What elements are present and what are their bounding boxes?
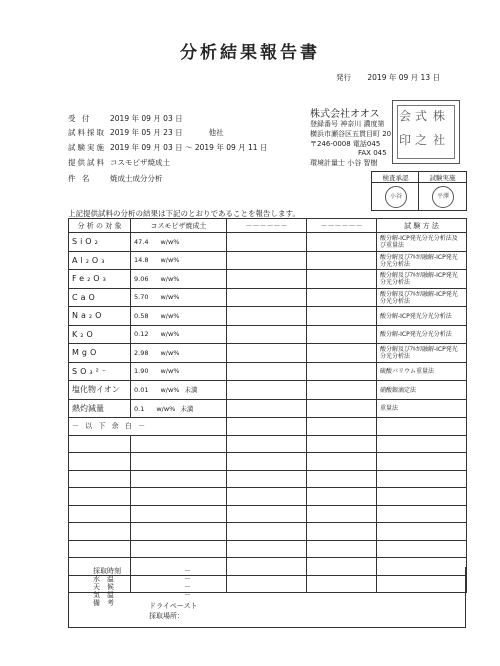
measurer: 環境計量士 小谷 智樹 xyxy=(310,159,378,167)
meta-test-period: 試験実施 2019 年 09 月 03 日 〜 2019 年 09 月 11 日 xyxy=(68,143,268,152)
sampling-values: － － － － xyxy=(184,567,191,599)
seal-glyph: 会 xyxy=(399,109,412,123)
table-row-empty xyxy=(69,435,467,453)
approval-label: 検査承認 xyxy=(382,174,409,182)
header-blank-1: －－－－－－ xyxy=(227,219,307,233)
test-label: 試験実施 xyxy=(429,174,456,182)
remark-sample: ドライペースト xyxy=(149,602,198,610)
company-seal xyxy=(392,100,460,164)
table-row: Fe₂O₃ 9.06 w/w% 酸分解及びｱﾙｶﾘ融解-ICP発光分光分析法 xyxy=(69,270,467,289)
table-row: Na₂O 0.58 w/w% 酸分解-ICP発光分光分析法 xyxy=(69,307,467,326)
issue-label: 発行 xyxy=(336,73,351,82)
table-row: SO₃²⁻ 1.90 w/w% 硫酸バリウム重量法 xyxy=(69,362,467,381)
meta-subject: 件 名 焼成土成分分析 xyxy=(68,174,163,183)
seal-glyph: 式 xyxy=(415,109,428,123)
table-row-empty xyxy=(69,540,467,558)
header-method: 試 験 方 法 xyxy=(377,219,467,233)
table-row-empty xyxy=(69,505,467,523)
issue-value: 2019 年 09 月 13 日 xyxy=(367,73,440,82)
company-name: 株式会社オオス xyxy=(310,109,380,120)
sampling-labels: 採取時刻 水 温 天 候 気 温 備 考 xyxy=(93,567,121,607)
meta-sample: 提供試料 コスモピザ焼成土 xyxy=(68,158,170,167)
header-sample: コスモピザ焼成土 xyxy=(131,219,227,233)
intro-text: 上記提供試料の分析の結果は下記のとおりであることを報告します。 xyxy=(68,209,300,218)
issue-date xyxy=(336,72,440,83)
tester-stamp: 平澤 xyxy=(432,186,454,208)
company-phone: 〒246-0008 電話045 xyxy=(310,140,381,148)
page-title: 分析結果報告書 xyxy=(180,43,320,63)
results-table xyxy=(68,218,467,593)
table-row-empty xyxy=(69,470,467,488)
table-row-end-marker: － 以 下 余 白 － xyxy=(69,418,467,436)
table-header-row xyxy=(69,219,467,233)
table-row-empty xyxy=(69,523,467,541)
meta-sampling: 試料採取 2019 年 05 月 23 日 他社 xyxy=(68,128,224,137)
remark-location: 採取場所： xyxy=(149,612,184,620)
seal-glyph: 社 xyxy=(433,133,446,147)
table-row: CaO 5.70 w/w% 酸分解及びｱﾙｶﾘ融解-ICP発光分光分析法 xyxy=(69,288,467,307)
seal-glyph: 印 xyxy=(399,133,412,147)
table-row: MgO 2.98 w/w% 酸分解及びｱﾙｶﾘ融解-ICP発光分光分析法 xyxy=(69,344,467,363)
table-row: SiO₂ 47.4 w/w% 酸分解-ICP発光分光分析法及び重量法 xyxy=(69,233,467,252)
header-item: 分 析 の 対 象 xyxy=(69,219,131,233)
meta-received: 受 付 2019 年 09 月 03 日 xyxy=(68,114,183,123)
approver-stamp: 小谷 xyxy=(385,186,407,208)
table-row-empty xyxy=(69,453,467,471)
seal-glyph: 株 xyxy=(433,109,446,123)
header-blank-2: －－－－－－ xyxy=(307,219,377,233)
sampling-info xyxy=(68,567,466,628)
company-registration: 登録番号 神奈川 濃度第 xyxy=(310,120,385,128)
company-fax: FAX 045 xyxy=(358,149,387,157)
company-address: 横浜市瀬谷区五貫目町 20 xyxy=(310,130,392,138)
table-row: 塩化物イオン 0.01 w/w% 未満 硝酸銀滴定法 xyxy=(69,381,467,400)
approval-stamp-box xyxy=(371,171,467,211)
table-row-empty xyxy=(69,488,467,506)
seal-glyph: 之 xyxy=(415,133,428,147)
table-row: Al₂O₃ 14.8 w/w% 酸分解及びｱﾙｶﾘ融解-ICP発光分光分析法 xyxy=(69,251,467,270)
table-row: 熱灼減量 0.1 w/w% 未満 重量法 xyxy=(69,399,467,418)
table-row: K₂O 0.12 w/w% 酸分解-ICP発光分光分析法 xyxy=(69,325,467,344)
